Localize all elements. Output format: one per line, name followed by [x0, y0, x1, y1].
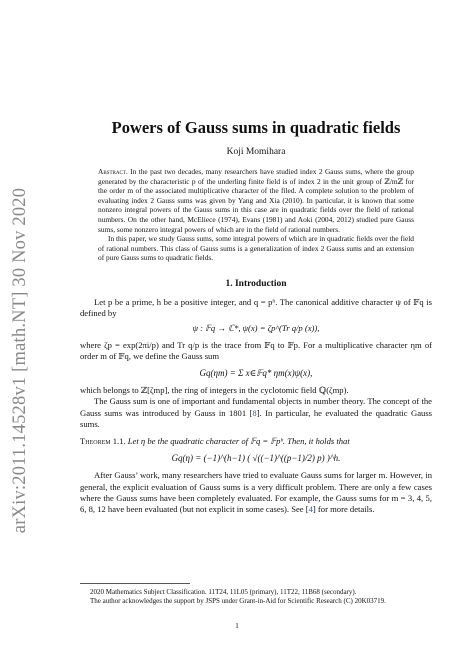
- footnote-funding: The author acknowledges the support by JSPS under Grant-in-Aid for Scientific Research (C) 20K03719.: [90, 597, 386, 605]
- footnote-rule: [80, 583, 190, 584]
- paper-title: Powers of Gauss sums in quadratic fields: [111, 118, 401, 137]
- intro-paragraph-4-b: ]. In particular, he evaluated the quadratic Gauss sums.: [80, 407, 433, 429]
- intro-body: [80, 297, 432, 515]
- abstract-paragraph-2: In this paper, we study Gauss sums, some integral powers of which are in quadratic fields over the field of rational numbers. This class of Gauss sums is a generalization of index 2 Gauss sums and an extension of pure Gauss sums to quadratic fields.: [98, 234, 414, 263]
- intro-paragraph-1: Let p be a prime, h be a positive integer, and q = pʰ. The canonical additive character ψ of 𝔽q is defined by: [80, 296, 432, 319]
- arxiv-stamp-text: arXiv:2011.14528v1 [math.NT] 30 Nov 2020: [10, 187, 31, 533]
- equation-quadratic-gauss-sum: Gq(η) = (−1)^(h−1) ( √((−1)^((p−1)/2) p) )^h.: [171, 453, 341, 464]
- footnotes: [80, 588, 432, 606]
- main-column: [80, 118, 432, 515]
- page-number: 1: [235, 621, 239, 630]
- citation-link-4[interactable]: 4: [308, 503, 313, 514]
- intro-paragraph-5-a: After Gauss’ work, many researchers have tried to evaluate Gauss sums for larger m. However, in general, the explicit evaluation of Gauss sums is a very difficult problem. There are only a few cases where the Gauss sums have been completely evaluated. For example, the Gauss sums for m = 3, 4, 5, 6, 8, 12 have been evaluated (but not explicit in some cases). See [: [80, 470, 432, 514]
- theorem-1-1: [80, 436, 432, 447]
- author-name: Koji Momihara: [226, 147, 286, 157]
- abstract-label: Abstract.: [98, 167, 128, 176]
- footnote-msc: 2020 Mathematics Subject Classification. 11T24, 11L05 (primary), 11T22, 11B68 (secondary).: [90, 588, 357, 596]
- theorem-label: Theorem 1.1.: [80, 435, 126, 446]
- intro-paragraph-3: which belongs to ℤ[ζmp], the ring of integers in the cyclotomic field ℚ(ζmp).: [80, 385, 349, 396]
- equation-additive-character: ψ : 𝔽q → ℂ*, ψ(x) = ζp^(Tr q/p (x)),: [192, 323, 320, 334]
- section-heading: 1. Introduction: [225, 278, 287, 289]
- theorem-text: Let η be the quadratic character of 𝔽q = 𝔽pʰ. Then, it holds that: [127, 435, 350, 446]
- intro-paragraph-4: [80, 396, 432, 430]
- intro-paragraph-5: [80, 470, 432, 515]
- equation-gauss-sum: Gq(ηm) = Σ x∈𝔽q* ηm(x)ψ(x),: [199, 367, 313, 378]
- citation-link-8[interactable]: 8: [252, 407, 257, 418]
- intro-paragraph-2: where ζp = exp(2πi/p) and Tr q/p is the trace from 𝔽q to 𝔽p. For a multiplicative character ηm of order m of 𝔽q, we define the Gauss sum: [80, 339, 432, 361]
- intro-paragraph-4-a: The Gauss sum is one of important and fundamental objects in number theory. The concept of the Gauss sums was introduced by Gauss in 1801 [: [80, 396, 432, 418]
- abstract: [98, 167, 414, 263]
- arxiv-stamp: [8, 170, 34, 550]
- intro-paragraph-5-b: ] for more details.: [312, 503, 375, 514]
- abstract-text-1: In the past two decades, many researchers have studied index 2 Gauss sums, where the group generated by the characteristic p of the underling finite field is of index 2 in the unit group of ℤ/mℤ for the order m of the associated multiplicative character of the filed. A complete solution to the problem of evaluating index 2 Gauss sums was given by Yang and Xia (2010). In particular, it is known that some nonzero integral powers of the Gauss sums in this case are in quadratic fields over the field of rational numbers. On the other hand, McEliece (1974), Evans (1981) and Aoki (2004, 2012) studied pure Gauss sums, some nonzero integral powers of which are in the field of rational numbers.: [98, 167, 414, 234]
- abstract-paragraph-1: [98, 167, 414, 234]
